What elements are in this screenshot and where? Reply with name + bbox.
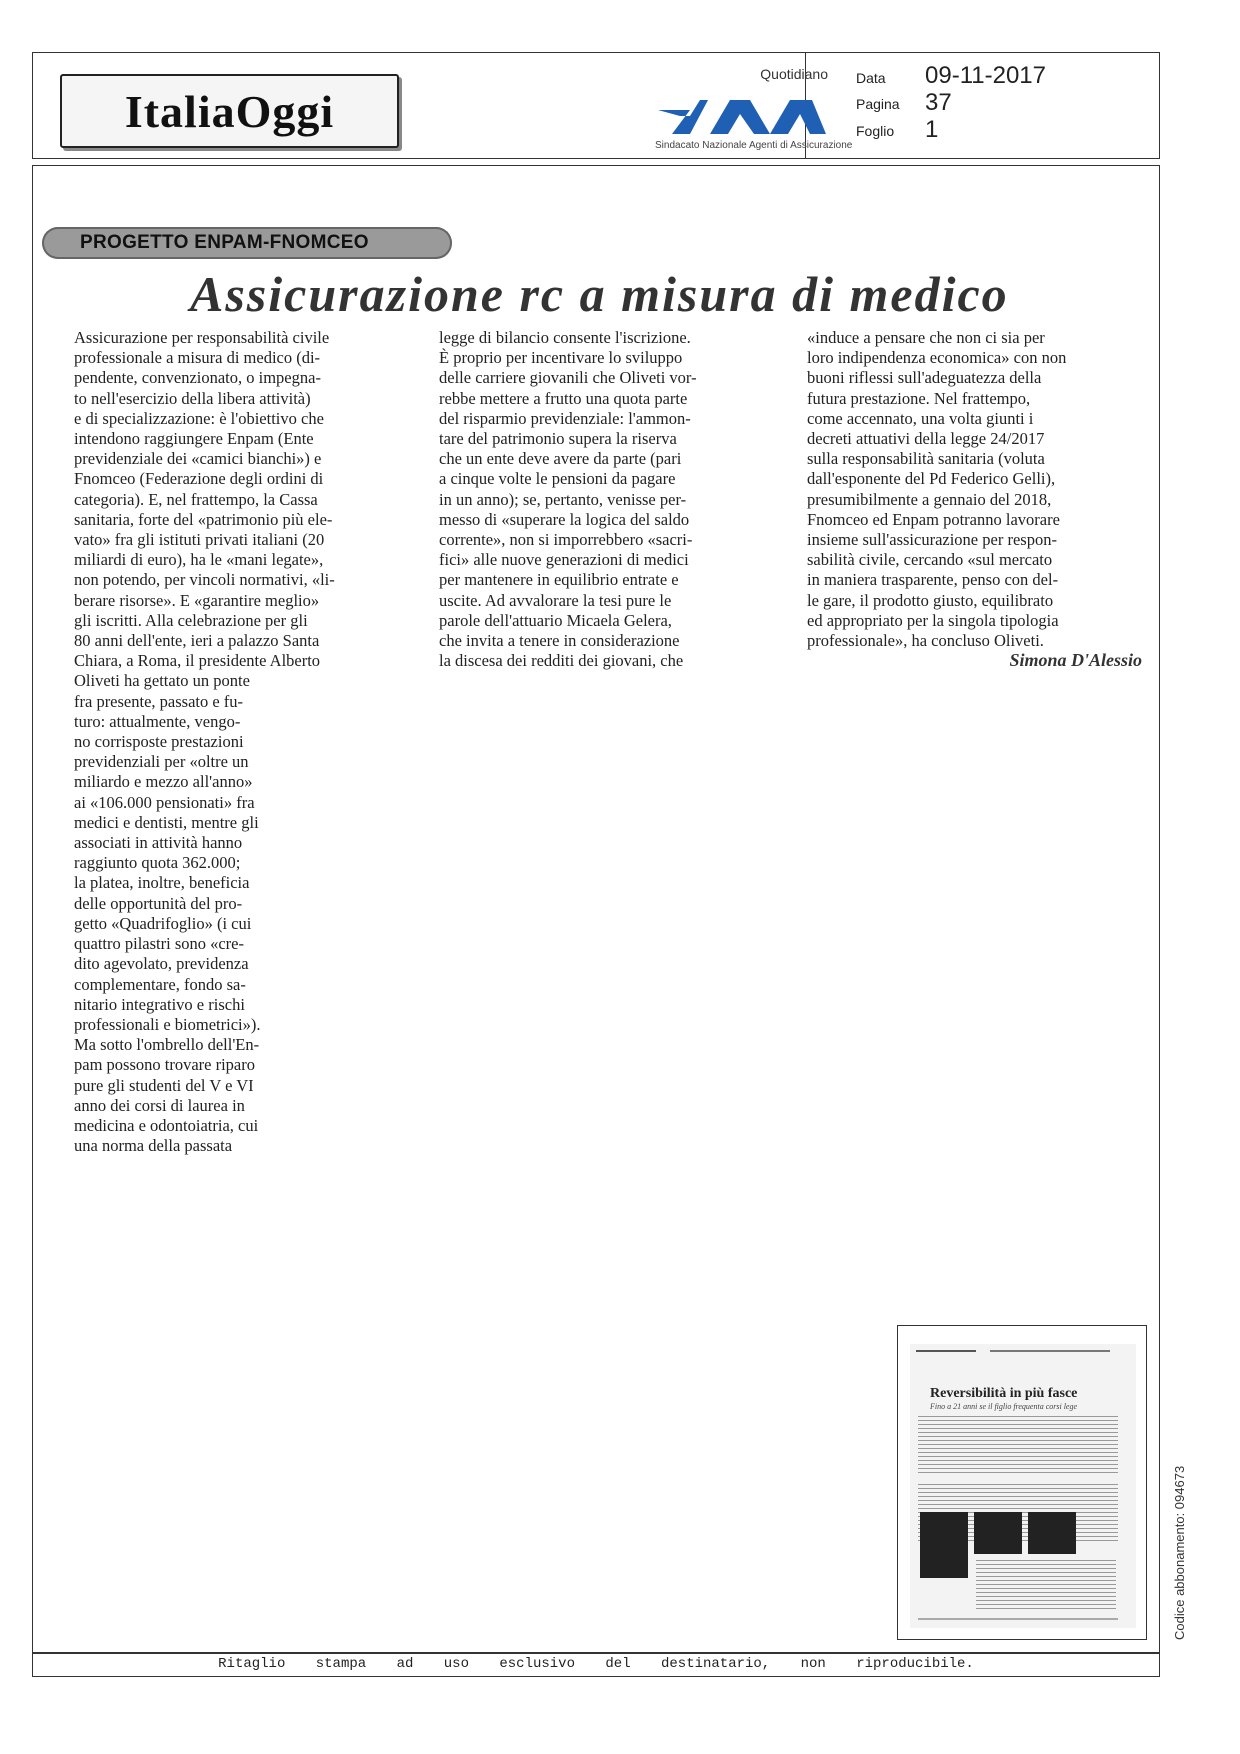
masthead-title: ItaliaOggi bbox=[124, 85, 335, 137]
article-column-2 bbox=[439, 328, 697, 671]
article-line: dito agevolato, previdenza bbox=[74, 954, 249, 974]
article-line: categoria). E, nel frattempo, la Cassa bbox=[74, 489, 318, 509]
article-line: messo di «superare la logica del saldo bbox=[439, 509, 690, 529]
article-line: pure gli studenti del V e VI bbox=[74, 1075, 254, 1095]
article-line: vato» fra gli istituti privati italiani (20 bbox=[74, 530, 325, 550]
article-line: la platea, inoltre, beneficia bbox=[74, 873, 250, 893]
article-line: in un anno); se, pertanto, venisse per- bbox=[439, 489, 687, 509]
article-line: to nell'esercizio della libera attività) bbox=[74, 388, 311, 408]
article-line: rebbe mettere a frutto una quota parte bbox=[439, 388, 688, 408]
article-line: sulla responsabilità sanitaria (voluta bbox=[807, 449, 1045, 469]
article-line: delle carriere giovanili che Oliveti vor- bbox=[439, 368, 697, 388]
article-line: a cinque volte le pensioni da pagare bbox=[439, 469, 676, 489]
article-line: berare risorse». E «garantire meglio» bbox=[74, 590, 320, 610]
article-line: raggiunto quota 362.000; bbox=[74, 853, 241, 873]
thumb-text-block bbox=[918, 1416, 1118, 1476]
article-line: nitario integrativo e rischi bbox=[74, 994, 245, 1014]
article-line: pendente, convenzionato, o impegna- bbox=[74, 368, 321, 388]
footer-notice: Ritaglio stampa ad uso esclusivo del destinatario, non riproducibile. bbox=[218, 1656, 974, 1672]
article-line: che invita a tenere in considerazione bbox=[439, 631, 680, 651]
article-line: del risparmio previdenziale: l'ammon- bbox=[439, 408, 691, 428]
masthead-logo bbox=[60, 74, 399, 148]
article-line: ai «106.000 pensionati» fra bbox=[74, 792, 255, 812]
article-line: non potendo, per vincoli normativi, «li- bbox=[74, 570, 335, 590]
article-line: tare del patrimonio supera la riserva bbox=[439, 429, 677, 449]
article-line: ed appropriato per la singola tipologia bbox=[807, 610, 1059, 630]
article-line: 80 anni dell'ente, ieri a palazzo Santa bbox=[74, 631, 320, 651]
thumbnail-title: Reversibilità in più fasce bbox=[930, 1386, 1078, 1401]
article-line: getto «Quadrifoglio» (i cui bbox=[74, 913, 252, 933]
article-line: buoni riflessi sull'adeguatezza della bbox=[807, 368, 1042, 388]
article-kicker bbox=[42, 227, 452, 259]
article-line: professionale a misura di medico (di- bbox=[74, 348, 321, 368]
article-line: professionale», ha concluso Oliveti. bbox=[807, 631, 1044, 651]
meta-data-label: Data bbox=[856, 70, 886, 86]
article-line: delle opportunità del pro- bbox=[74, 893, 243, 913]
article-line: presumibilmente a gennaio del 2018, bbox=[807, 489, 1052, 509]
article-line: anno dei corsi di laurea in bbox=[74, 1095, 245, 1115]
article-line: in maniera trasparente, penso con del- bbox=[807, 570, 1059, 590]
article-line: «induce a pensare che non ci sia per bbox=[807, 328, 1045, 347]
article-line: dall'esponente del Pd Federico Gelli), bbox=[807, 469, 1056, 489]
subscription-code: Codice abbonamento: 094673 bbox=[1172, 1465, 1187, 1640]
article-line: È proprio per incentivare lo sviluppo bbox=[439, 348, 683, 368]
article-line: decreti attuativi della legge 24/2017 bbox=[807, 429, 1045, 449]
article-line: corrente», non si imporrebbero «sacri- bbox=[439, 530, 693, 550]
meta-data-value: 09-11-2017 bbox=[925, 62, 1046, 89]
article-line: quattro pilastri sono «cre- bbox=[74, 934, 244, 954]
article-line: che un ente deve avere da parte (pari bbox=[439, 449, 682, 469]
article-line: complementare, fondo sa- bbox=[74, 974, 246, 994]
article-line: le gare, il prodotto giusto, equilibrato bbox=[807, 590, 1054, 610]
article-line: professionali e biometrici»). bbox=[74, 1014, 261, 1034]
article-line: Fnomceo (Federazione degli ordini di bbox=[74, 469, 324, 489]
article-line: associati in attività hanno bbox=[74, 833, 243, 853]
article-line: turo: attualmente, vengo- bbox=[74, 711, 241, 731]
sna-logo-icon bbox=[650, 92, 830, 138]
article-line: legge di bilancio consente l'iscrizione. bbox=[439, 328, 691, 347]
article-line: parole dell'attuario Micaela Gelera, bbox=[439, 610, 672, 630]
article-headline: Assicurazione rc a misura di medico bbox=[190, 266, 1009, 322]
meta-pagina-label: Pagina bbox=[856, 96, 900, 112]
thumb-text-block bbox=[976, 1560, 1116, 1610]
article-line: Oliveti ha gettato un ponte bbox=[74, 671, 250, 691]
article-line: uscite. Ad avvalorare la tesi pure le bbox=[439, 590, 672, 610]
article-line: miliardi di euro), ha le «mani legate», bbox=[74, 550, 324, 570]
article-line: pam possono trovare riparo bbox=[74, 1055, 255, 1075]
thumbnail-page bbox=[910, 1344, 1136, 1628]
article-line: sanitaria, forte del «patrimonio più ele- bbox=[74, 509, 333, 529]
article-column-1 bbox=[74, 328, 335, 1156]
thumb-highlight-block bbox=[920, 1512, 968, 1578]
article-line: insieme sull'assicurazione per respon- bbox=[807, 530, 1057, 550]
article-line: come accennato, una volta giunti i bbox=[807, 408, 1034, 428]
article-line: per mantenere in equilibrio entrate e bbox=[439, 570, 679, 590]
thumbnail-subtitle: Fino a 21 anni se il figlio frequenta corsi lege bbox=[930, 1402, 1078, 1411]
article-line: la discesa dei redditi dei giovani, che bbox=[439, 651, 684, 671]
article-line: Ma sotto l'ombrello dell'En- bbox=[74, 1035, 260, 1055]
article-column-3 bbox=[807, 328, 1066, 651]
article-line: gli iscritti. Alla celebrazione per gli bbox=[74, 610, 308, 630]
article-line: miliardo e mezzo all'anno» bbox=[74, 772, 253, 792]
thumb-highlight-block bbox=[1028, 1512, 1076, 1554]
publisher-label: Sindacato Nazionale Agenti di Assicurazione bbox=[655, 140, 853, 151]
meta-foglio-value: 1 bbox=[925, 116, 939, 143]
article-line: Assicurazione per responsabilità civile bbox=[74, 328, 330, 347]
article-line: Chiara, a Roma, il presidente Alberto bbox=[74, 651, 321, 671]
thumb-line bbox=[918, 1618, 1118, 1620]
page-thumbnail bbox=[897, 1325, 1147, 1640]
article-line: e di specializzazione: è l'obiettivo che bbox=[74, 408, 324, 428]
article-line: previdenziali per «oltre un bbox=[74, 752, 249, 772]
article-line: sabilità civile, cercando «sul mercato bbox=[807, 550, 1053, 570]
article-line: fici» alle nuove generazioni di medici bbox=[439, 550, 689, 570]
article-line: intendono raggiungere Enpam (Ente bbox=[74, 429, 314, 449]
article-line: Fnomceo ed Enpam potranno lavorare bbox=[807, 509, 1060, 529]
article-byline: Simona D'Alessio bbox=[1009, 650, 1142, 670]
article-line: futura prestazione. Nel frattempo, bbox=[807, 388, 1031, 408]
meta-pagina-value: 37 bbox=[925, 89, 952, 116]
article-line: fra presente, passato e fu- bbox=[74, 691, 244, 711]
thumb-highlight-block bbox=[974, 1512, 1022, 1554]
meta-foglio-label: Foglio bbox=[856, 123, 895, 139]
article-line: no corrisposte prestazioni bbox=[74, 732, 244, 752]
article-line: medici e dentisti, mentre gli bbox=[74, 812, 259, 832]
article-line: medicina e odontoiatria, cui bbox=[74, 1115, 259, 1135]
kicker-text: PROGETTO ENPAM-FNOMCEO bbox=[80, 232, 369, 253]
periodicity-label: Quotidiano bbox=[760, 66, 828, 82]
article-line: loro indipendenza economica» con non bbox=[807, 348, 1067, 368]
thumb-line bbox=[990, 1350, 1110, 1352]
article-line: una norma della passata bbox=[74, 1136, 233, 1156]
article-line: previdenziale dei «camici bianchi») e bbox=[74, 449, 322, 469]
thumb-line bbox=[916, 1350, 976, 1352]
